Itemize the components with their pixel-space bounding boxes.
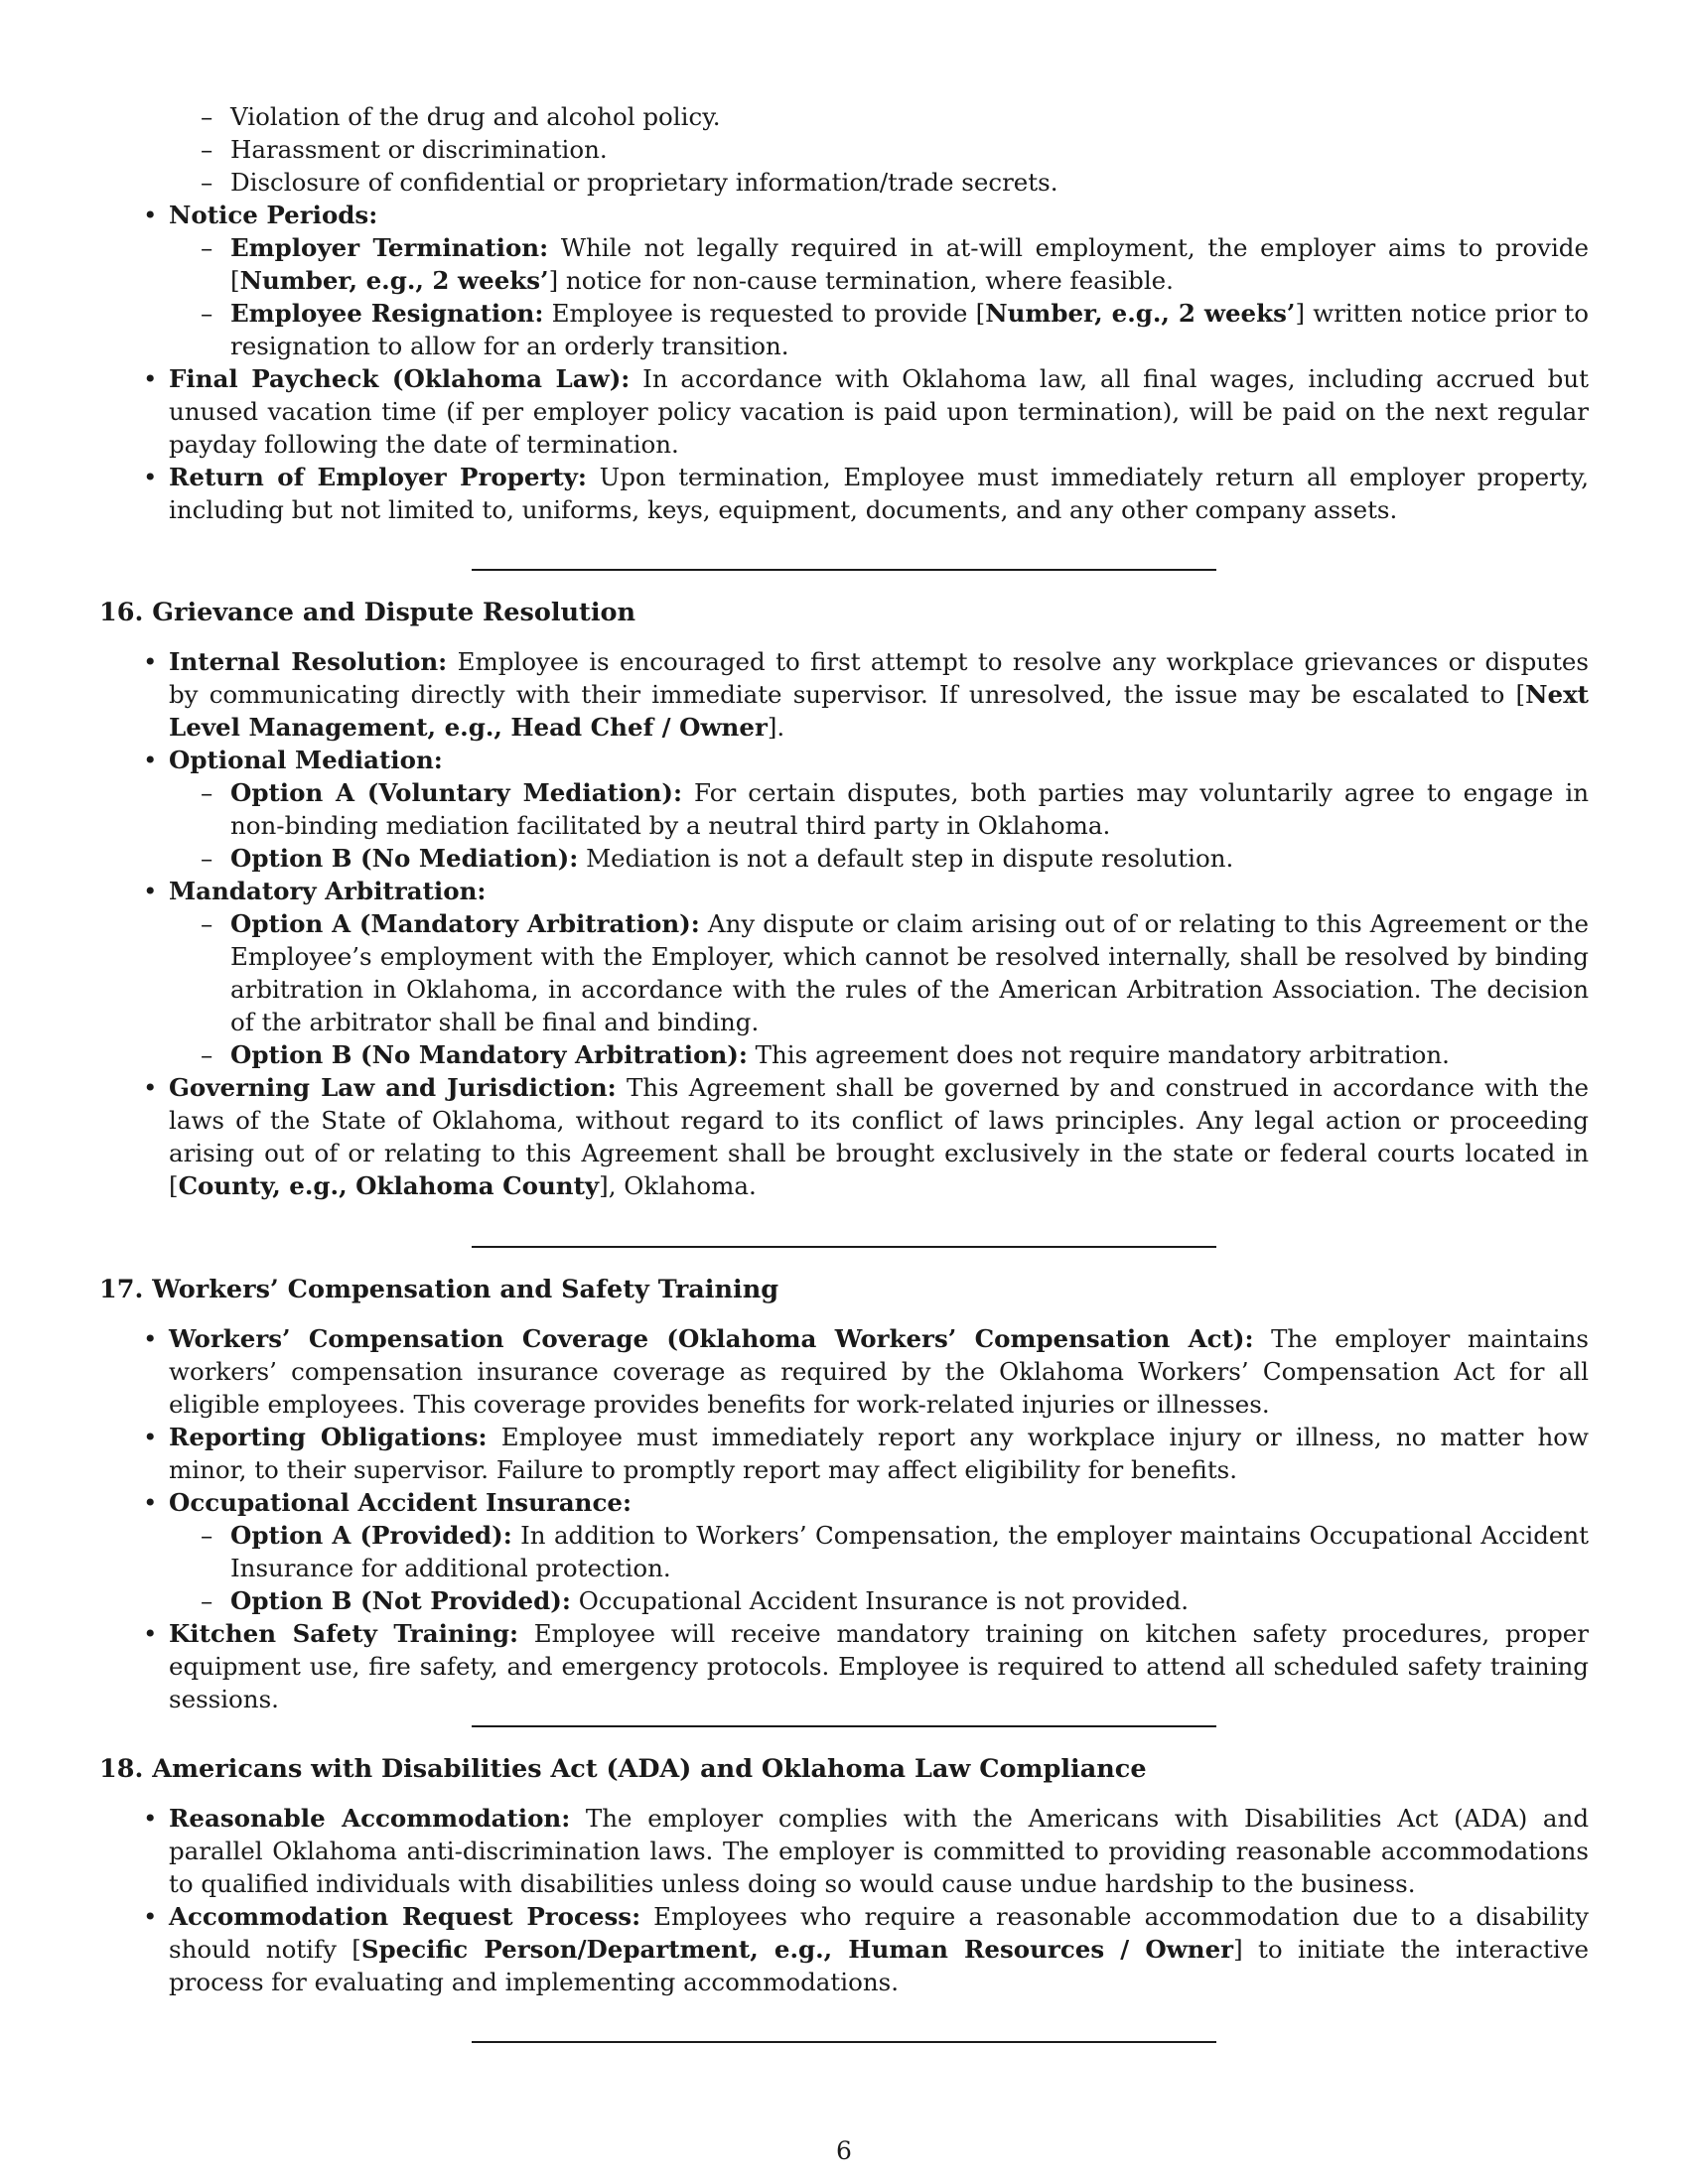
bullet-icon: • [143,877,158,905]
bullet-icon: • [143,647,158,676]
bullet-icon: • [143,1619,158,1648]
section-17-heading: 17. Workers’ Compensation and Safety Training [99,1275,779,1304]
internal-resolution-item: • Internal Resolution: Employee is encouraged to first attempt to resolve any workplace grievances or disputes by communicating directly with their immediate supervisor. If unresolved, the issue may be escalated to [Next Level Management, e.g., Head Chef / Owner]. [143,647,1589,742]
optional-mediation-item: • Optional Mediation: [143,746,443,774]
occupational-insurance-item: • Occupational Accident Insurance: [143,1488,633,1517]
section-17-list [143,1322,1589,1715]
employee-resignation-item: – Employee Resignation: Employee is requested to provide [Number, e.g., 2 weeks’] written notice prior to resignation to allow for an orderly transition. [201,299,1589,360]
bullet-icon: • [143,364,158,393]
bullet-icon: • [143,463,158,491]
arbitration-sublist [169,907,1589,1071]
dash-icon: – [201,1040,213,1069]
insurance-option-b: – Option B (Not Provided): Occupational Accident Insurance is not provided. [201,1586,1190,1615]
section-18-heading: 18. Americans with Disabilities Act (ADA) and Oklahoma Law Compliance [99,1754,1147,1784]
section-18-list [143,1802,1590,1998]
dash-icon: – [201,778,213,807]
reporting-obligations-item: • Reporting Obligations: Employee must immediately report any workplace injury or illness, no matter how minor, to their supervisor. Failure to promptly report may affect eligibility for benefits. [143,1423,1589,1484]
arbitration-option-b: – Option B (No Mandatory Arbitration): This agreement does not require mandatory arbitration. [201,1040,1450,1069]
dash-icon: – [201,102,213,131]
mediation-option-a: – Option A (Voluntary Mediation): For certain disputes, both parties may voluntarily agree to engage in non-binding mediation facilitated by a neutral third party in Oklahoma. [201,778,1589,840]
dash-icon: – [201,233,213,262]
section-divider [472,569,1216,571]
notice-sublist [169,231,1589,362]
section-divider [472,2041,1216,2043]
bullet-icon: • [143,1804,158,1833]
mediation-sublist [169,776,1589,875]
mediation-option-b: – Option B (No Mediation): Mediation is not a default step in dispute resolution. [201,844,1234,873]
return-property-item: • Return of Employer Property: Upon termination, Employee must immediately return all employer property, including but not limited to, uniforms, keys, equipment, documents, and any other company assets. [143,463,1589,524]
notice-periods-item: • Notice Periods: [143,201,378,229]
bullet-icon: • [143,1902,158,1931]
bullet-icon: • [143,1423,158,1451]
dash-icon: – [201,299,213,328]
section-divider [472,1725,1216,1727]
reasonable-accommodation-item: • Reasonable Accommodation: The employer complies with the Americans with Disabilities Act (ADA) and parallel Oklahoma anti-discrimination laws. The employer is committed to providing reasonable accommodations to qualified individuals with disabilities unless doing so would cause undue hardship to the business. [143,1804,1590,1898]
dash-icon: – [201,135,213,164]
bullet-icon: • [143,746,158,774]
dash-icon: – [201,1521,213,1550]
final-paycheck-item: • Final Paycheck (Oklahoma Law): In accordance with Oklahoma law, all final wages, including accrued but unused vacation time (if per employer policy vacation is paid upon termination), will be paid on the next regular payday following the date of termination. [143,364,1589,459]
page-number: 6 [836,2136,852,2165]
insurance-option-a: – Option A (Provided): In addition to Workers’ Compensation, the employer maintains Occupational Accident Insurance for additional protection. [201,1521,1589,1582]
dash-icon: – [201,909,213,938]
arbitration-option-a: – Option A (Mandatory Arbitration): Any dispute or claim arising out of or relating to this Agreement or the Employee’s employment with the Employer, which cannot be resolved internally, shall be resolved by binding arbitration in Oklahoma, in accordance with the rules of the American Arbitration Association. The decision of the arbitrator shall be final and binding. [201,909,1589,1036]
section-16-heading: 16. Grievance and Dispute Resolution [99,598,636,627]
list-item: – Disclosure of confidential or proprietary information/trade secrets. [201,168,1058,197]
workers-comp-item: • Workers’ Compensation Coverage (Oklahoma Workers’ Compensation Act): The employer maintains workers’ compensation insurance coverage as required by the Oklahoma Workers’ Compensation Act for all eligible employees. This coverage provides benefits for work-related injuries or illnesses. [143,1324,1589,1419]
bullet-icon: • [143,1488,158,1517]
prev-sublist [169,100,1589,199]
dash-icon: – [201,1586,213,1615]
list-item: – Violation of the drug and alcohol policy. [201,102,721,131]
dash-icon: – [201,168,213,197]
dash-icon: – [201,844,213,873]
mandatory-arbitration-item: • Mandatory Arbitration: [143,877,487,905]
section-divider [472,1246,1216,1248]
bullet-icon: • [143,1324,158,1353]
bullet-icon: • [143,1073,158,1102]
governing-law-item: • Governing Law and Jurisdiction: This Agreement shall be governed by and construed in accordance with the laws of the State of Oklahoma, without regard to its conflict of laws principles. Any legal action or proceeding arising out of or relating to this Agreement shall be brought exclusively in the state or federal courts located in [County, e.g., Oklahoma County], Oklahoma. [143,1073,1590,1200]
employer-termination-item: – Employer Termination: While not legally required in at-will employment, the employer aims to provide [Number, e.g., 2 weeks’] notice for non-cause termination, where feasible. [201,233,1589,295]
termination-list [143,100,1589,526]
bullet-icon: • [143,201,158,229]
accommodation-request-item: • Accommodation Request Process: Employees who require a reasonable accommodation due to a disability should notify [Specific Person/Department, e.g., Human Resources / Owner] to initiate the interactive process for evaluating and implementing accommodations. [143,1902,1589,1996]
kitchen-safety-item: • Kitchen Safety Training: Employee will receive mandatory training on kitchen safety procedures, proper equipment use, fire safety, and emergency protocols. Employee is required to attend all scheduled safety training sessions. [143,1619,1589,1713]
section-16-list [143,645,1590,1202]
list-item: – Harassment or discrimination. [201,135,608,164]
insurance-sublist [169,1519,1589,1617]
document-page [99,0,1589,2184]
